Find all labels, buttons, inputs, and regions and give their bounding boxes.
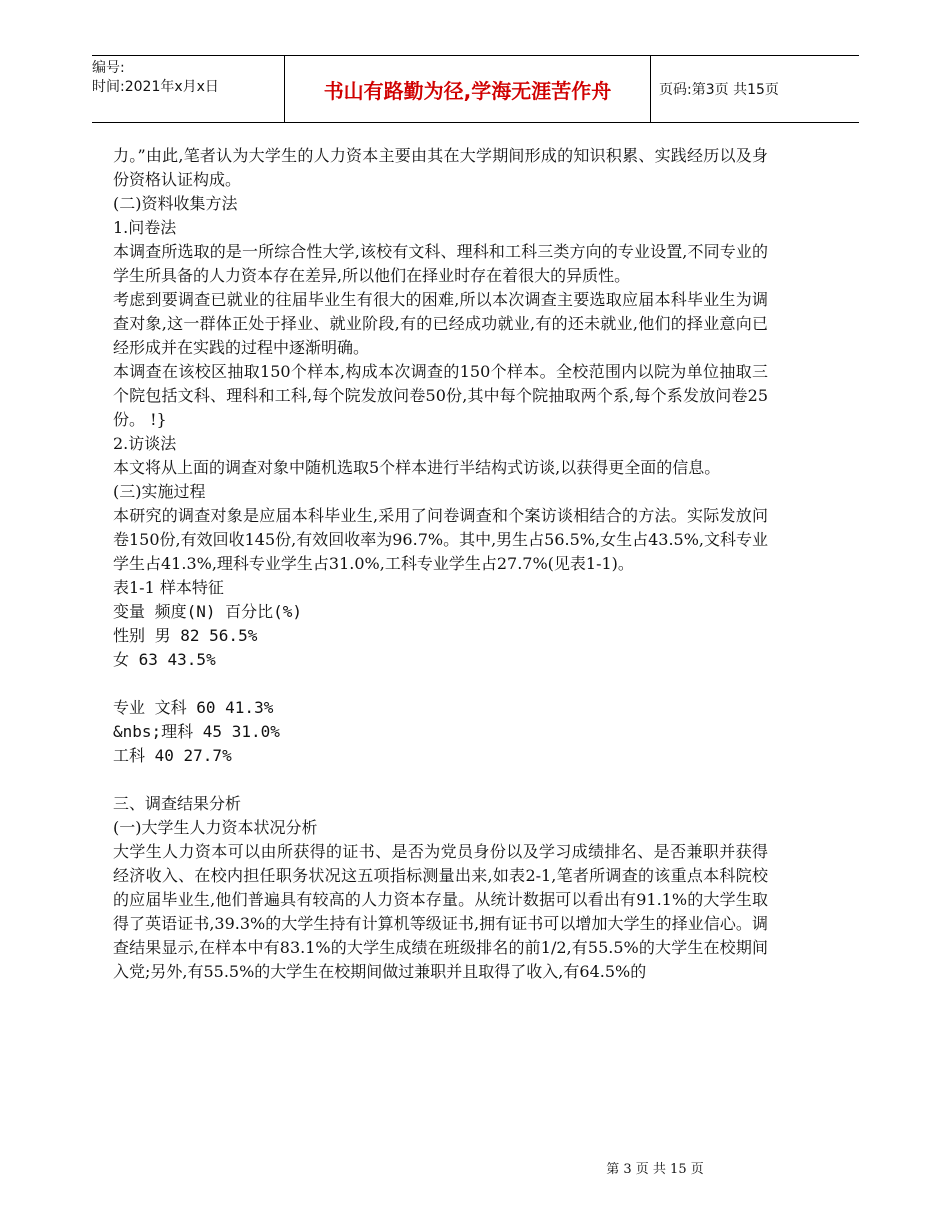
section-heading-implementation: (三)实施过程 [113, 482, 206, 501]
table-row: 性别 男 82 56.5% [113, 626, 258, 645]
page-footer [0, 1158, 950, 1177]
paragraph-intro-end: 力。”由此,笔者认为大学生的人力资本主要由其在大学期间形成的知识积累、实践经历以及身份资格认证构成。 [113, 146, 768, 189]
section-heading-results: 三、调查结果分析 [113, 794, 242, 813]
footer-page-number: 第 3 页 共 15 页 [606, 1162, 704, 1177]
header-meta [92, 56, 284, 122]
paragraph: 本调查所选取的是一所综合性大学,该校有文科、理科和工科三类方向的专业设置,不同专业的学生所具备的人力资本存在差异,所以他们在择业时存在着很大的异质性。 [113, 242, 768, 285]
document-time-label: 时间:2021年x月x日 [92, 79, 219, 95]
table-row: &nbs;理科 45 31.0% [113, 722, 280, 741]
header-page-number: 页码:第3页 共15页 [659, 82, 779, 98]
paragraph: 考虑到要调查已就业的往届毕业生有很大的困难,所以本次调查主要选取应届本科毕业生为调查对象,这一群体正处于择业、就业阶段,有的已经成功就业,有的还未就业,他们的择业意向已经形成并在实践的过程中逐渐明确。 [113, 290, 768, 357]
table-row: 工科 40 27.7% [113, 746, 232, 765]
table-row: 女 63 43.5% [113, 650, 216, 669]
paragraph: 本调查在该校区抽取150个样本,构成本次调查的150个样本。全校范围内以院为单位抽取三个院包括文科、理科和工科,每个院发放问卷50份,其中每个院抽取两个系,每个系发放问卷25份。 !} [113, 362, 768, 429]
document-body [113, 144, 768, 984]
subheading-interview: 2.访谈法 [113, 434, 177, 453]
paragraph: 本研究的调查对象是应届本科毕业生,采用了问卷调查和个案访谈相结合的方法。实际发放问卷150份,有效回收145份,有效回收率为96.7%。其中,男生占56.5%,女生占43.5%,文科专业学生占41.3%,理科专业学生占31.0%,工科专业学生占27.7%(见表1-1)。 [113, 506, 768, 573]
blank-line [113, 768, 768, 792]
table-row: 专业 文科 60 41.3% [113, 698, 274, 717]
paragraph: 本文将从上面的调查对象中随机选取5个样本进行半结构式访谈,以获得更全面的信息。 [113, 458, 721, 477]
blank-line [113, 672, 768, 696]
paragraph: 大学生人力资本可以由所获得的证书、是否为党员身份以及学习成绩排名、是否兼职并获得经济收入、在校内担任职务状况这五项指标测量出来,如表2-1,笔者所调查的该重点本科院校的应届毕业生,他们普遍具有较高的人力资本存量。从统计数据可以看出有91.1%的大学生取得了英语证书,39.3%的大学生持有计算机等级证书,拥有证书可以增加大学生的择业信心。调查结果显示,在样本中有83.1%的大学生成绩在班级排名的前1/2,有55.5%的大学生在校期间入党;另外,有55.5%的大学生在校期间做过兼职并且取得了收入,有64.5%的 [113, 842, 768, 981]
header-motto: 书山有路勤为径,学海无涯苦作舟 [284, 56, 651, 122]
table-header-row: 变量 频度(N) 百分比(%) [113, 602, 303, 621]
subsection-heading-human-capital: (一)大学生人力资本状况分析 [113, 818, 318, 837]
document-number-label: 编号: [92, 60, 125, 76]
table-caption: 表1-1 样本特征 [113, 578, 224, 597]
page-header [92, 55, 859, 123]
subheading-questionnaire: 1.问卷法 [113, 218, 177, 237]
section-heading-data-collection: (二)资料收集方法 [113, 194, 238, 213]
